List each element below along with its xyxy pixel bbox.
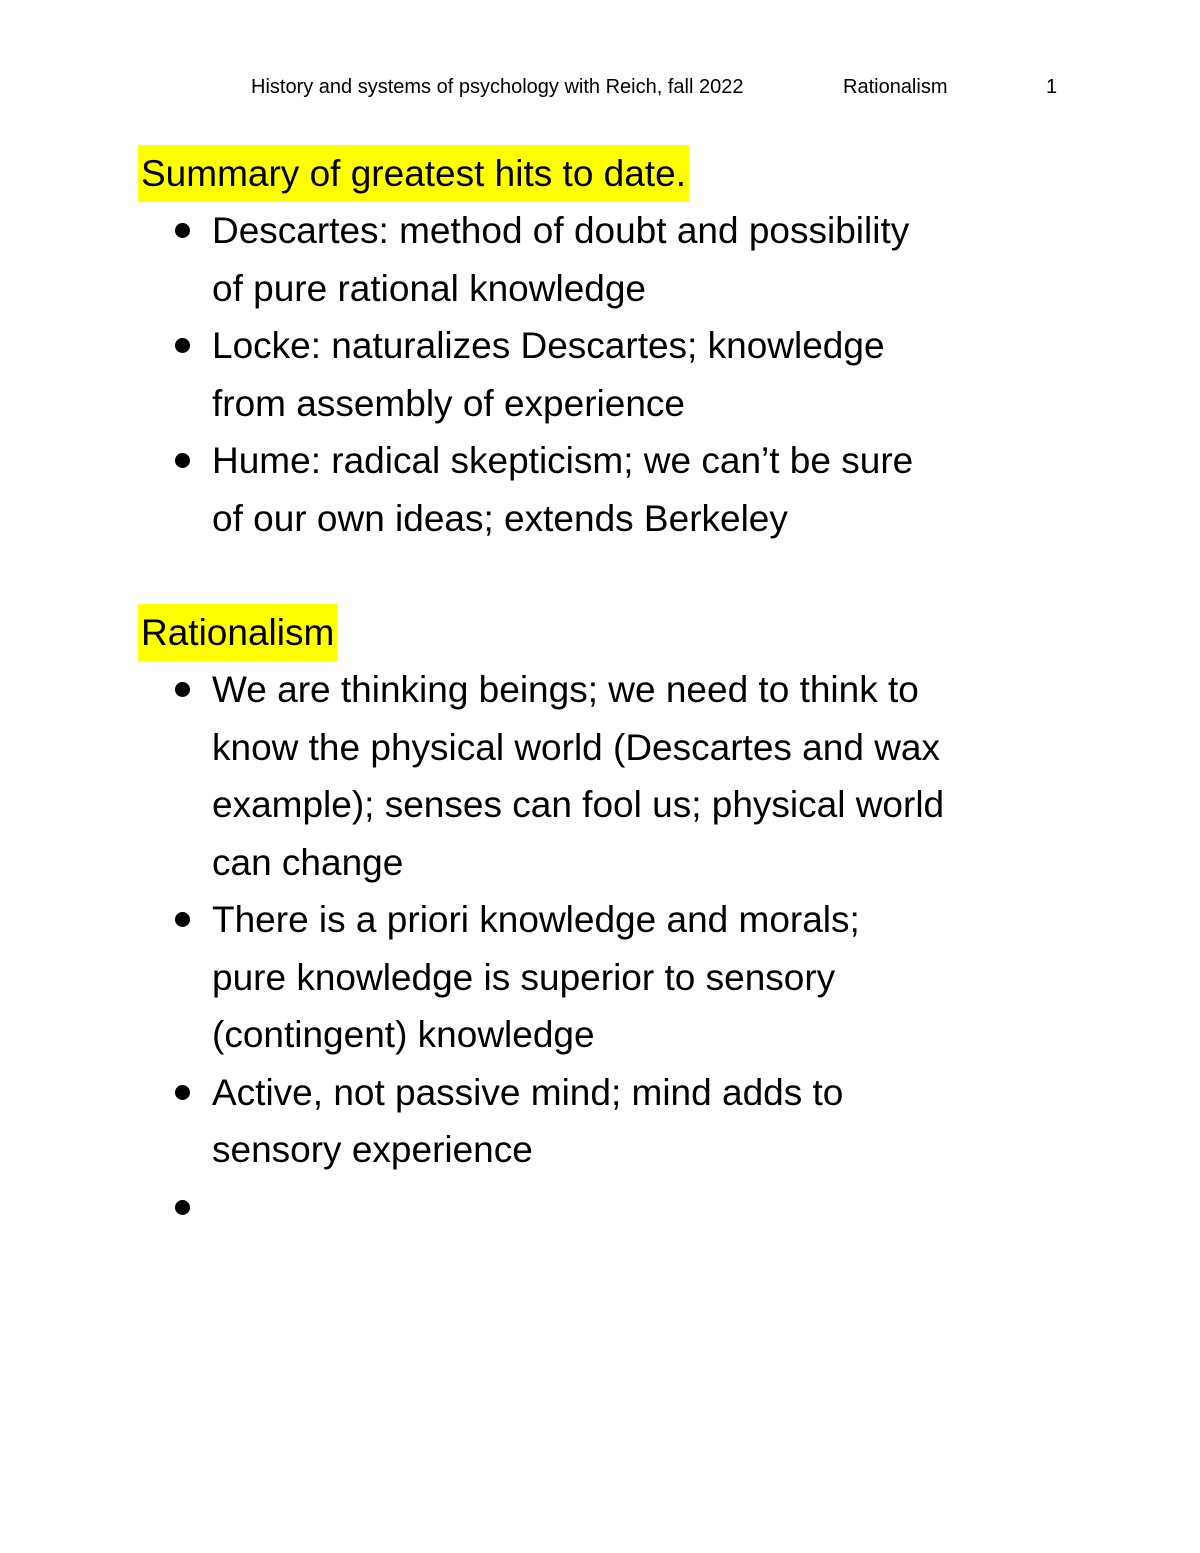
list-item-line — [212, 1179, 1100, 1237]
list-item-line: Locke: naturalizes Descartes; knowledge — [212, 325, 885, 366]
list-item — [140, 317, 1100, 432]
list-item-line: can change — [212, 841, 404, 883]
bullet-icon — [175, 1200, 190, 1215]
list-item — [140, 891, 1100, 1064]
bullet-icon — [175, 338, 190, 353]
list-item-empty — [140, 1179, 1100, 1237]
rationalism-heading: Rationalism — [138, 604, 337, 661]
rationalism-bullet-list — [140, 661, 1100, 1236]
bullet-icon — [175, 223, 190, 238]
list-item-line: pure knowledge is superior to sensory — [212, 956, 836, 998]
header-course-title: History and systems of psychology with Reich, fall 2022 — [251, 76, 744, 98]
header-page-number: 1 — [1046, 76, 1058, 98]
list-item — [140, 432, 1100, 547]
list-item-line: Active, not passive mind; mind adds to — [212, 1071, 844, 1113]
bullet-icon — [175, 912, 190, 927]
list-item-line: There is a priori knowledge and morals; — [212, 899, 860, 940]
list-item-line: We are thinking beings; we need to think to — [212, 669, 919, 710]
header-topic: Rationalism — [843, 76, 948, 98]
list-item-line: of pure rational knowledge — [212, 267, 647, 309]
list-item-line: from assembly of experience — [212, 382, 685, 424]
list-item — [140, 661, 1100, 891]
list-item-line: Descartes: method of doubt and possibility — [212, 210, 910, 251]
list-item-line: sensory experience — [212, 1129, 533, 1170]
rationalism-section — [140, 604, 1100, 1236]
list-item — [140, 1064, 1100, 1179]
summary-section — [140, 145, 1100, 547]
list-item-line: of our own ideas; extends Berkeley — [212, 497, 788, 539]
bullet-icon — [175, 1085, 190, 1100]
bullet-icon — [175, 453, 190, 468]
summary-heading: Summary of greatest hits to date. — [138, 145, 689, 202]
bullet-icon — [175, 682, 190, 697]
list-item-line: know the physical world (Descartes and wax — [212, 726, 940, 768]
page-header — [0, 72, 1200, 102]
list-item — [140, 202, 1100, 317]
summary-bullet-list — [140, 202, 1100, 547]
list-item-line: example); senses can fool us; physical world — [212, 784, 945, 825]
list-item-line: Hume: radical skepticism; we can’t be sure — [212, 440, 914, 481]
list-item-line: (contingent) knowledge — [212, 1014, 595, 1055]
